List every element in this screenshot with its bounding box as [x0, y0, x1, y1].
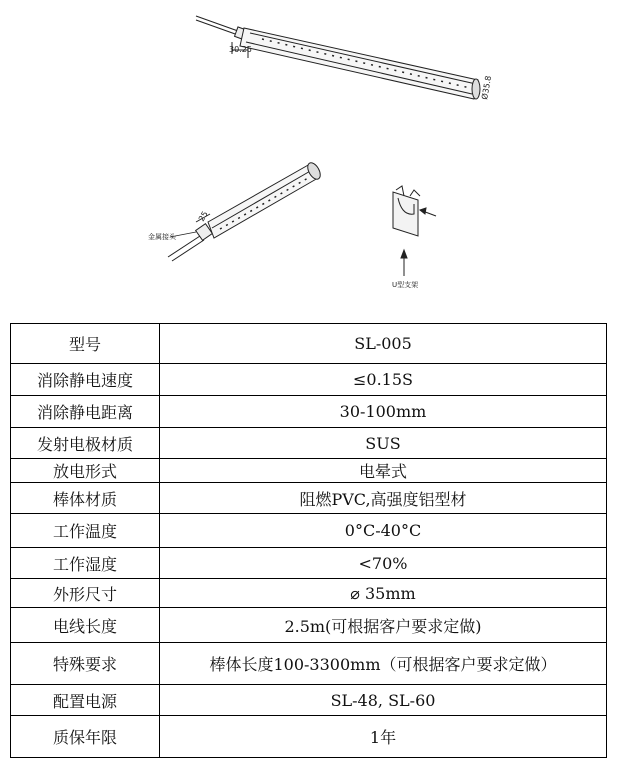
product-drawings	[0, 0, 618, 320]
spec-value-cell: <70%	[160, 548, 607, 579]
table-row	[11, 548, 607, 579]
table-row	[11, 364, 607, 396]
top-rod-drawing	[196, 16, 480, 99]
spec-key-cell: 型号	[11, 324, 160, 364]
table-row	[11, 483, 607, 514]
spec-value-cell: ≤0.15S	[160, 364, 607, 396]
table-row	[11, 459, 607, 483]
table-row	[11, 514, 607, 548]
spec-key-cell: 外形尺寸	[11, 579, 160, 608]
spec-key-cell: 配置电源	[11, 685, 160, 716]
spec-key-cell: 放电形式	[11, 459, 160, 483]
spec-key-cell: 消除静电速度	[11, 364, 160, 396]
spec-value-cell: SL-005	[160, 324, 607, 364]
spec-value-cell: SL-48, SL-60	[160, 685, 607, 716]
spec-key-cell: 特殊要求	[11, 643, 160, 685]
table-row	[11, 324, 607, 364]
spec-table	[10, 323, 607, 758]
spec-value-cell: 2.5m(可根据客户要求定做)	[160, 608, 607, 643]
spec-key-cell: 棒体材质	[11, 483, 160, 514]
spec-key-cell: 质保年限	[11, 716, 160, 758]
spec-key-cell: 电线长度	[11, 608, 160, 643]
u-bracket-drawing	[393, 186, 436, 276]
table-row	[11, 608, 607, 643]
middle-rod-dim: 25	[196, 209, 210, 223]
table-row	[11, 428, 607, 459]
table-row	[11, 685, 607, 716]
table-row	[11, 716, 607, 758]
spec-value-cell: ⌀ 35mm	[160, 579, 607, 608]
table-row	[11, 579, 607, 608]
spec-key-cell: 消除静电距离	[11, 396, 160, 428]
top-rod-dim-left: 30.25	[229, 45, 252, 54]
u-bracket-label: U型支架	[392, 281, 419, 289]
metal-connector-label: 金属接头	[148, 233, 176, 241]
spec-key-cell: 工作温度	[11, 514, 160, 548]
spec-key-cell: 工作湿度	[11, 548, 160, 579]
spec-key-cell: 发射电极材质	[11, 428, 160, 459]
spec-value-cell: 阻燃PVC,高强度铝型材	[160, 483, 607, 514]
table-row	[11, 396, 607, 428]
top-rod-dim-right: Ø35.8	[480, 75, 494, 101]
spec-value-cell: SUS	[160, 428, 607, 459]
spec-value-cell: 棒体长度100-3300mm（可根据客户要求定做）	[160, 643, 607, 685]
spec-value-cell: 1年	[160, 716, 607, 758]
middle-rod-drawing	[168, 161, 323, 261]
spec-value-cell: 30-100mm	[160, 396, 607, 428]
spec-value-cell: 电晕式	[160, 459, 607, 483]
spec-value-cell: 0°C-40°C	[160, 514, 607, 548]
table-row	[11, 643, 607, 685]
